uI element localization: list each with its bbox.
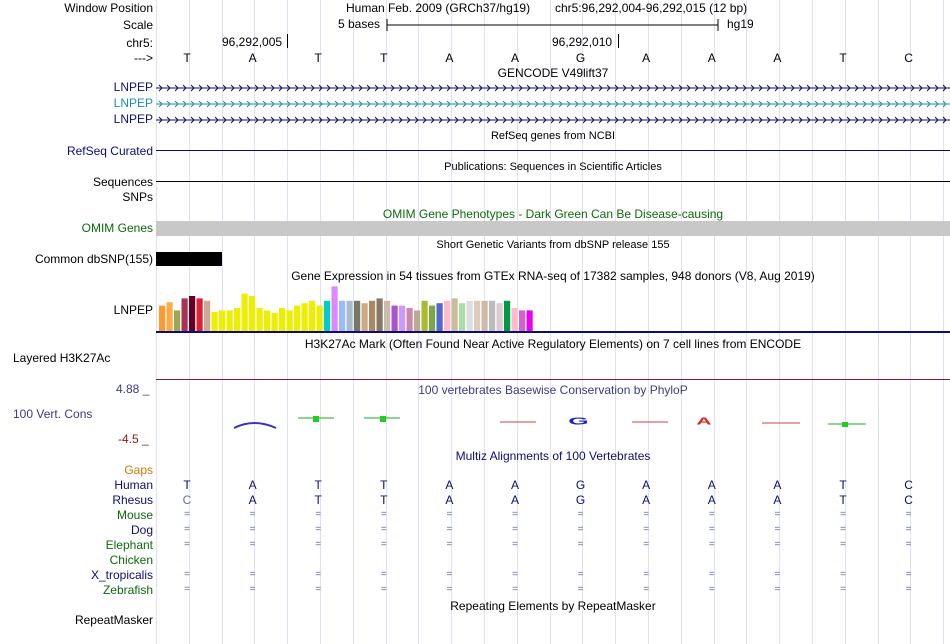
gtex-bar (279, 308, 285, 332)
gtex-bar (414, 310, 420, 332)
alignment-base: = (315, 509, 322, 520)
gtex-bar (489, 301, 495, 332)
alignment-base: = (315, 539, 322, 550)
gtex-bar (219, 310, 225, 332)
gtex-bar (482, 301, 488, 332)
alignment-base: = (184, 509, 190, 520)
alignment-base: = (380, 539, 387, 550)
alignment-base: = (708, 524, 715, 535)
alignment-base: T (314, 478, 322, 492)
alignment-base: A (707, 493, 716, 507)
alignment-base: C (182, 493, 192, 507)
alignment-base: A (642, 493, 651, 507)
alignment-base: = (446, 569, 453, 580)
alignment-base: = (446, 584, 453, 595)
alignment-base: = (774, 539, 781, 550)
alignment-base: = (577, 584, 584, 595)
alignment-base: A (510, 493, 519, 507)
gtex-bar (392, 306, 398, 332)
alignment-base: = (249, 584, 256, 595)
window-position-label: Window Position (64, 1, 153, 15)
alignment-base: = (905, 569, 912, 580)
publications-label[interactable]: Sequences (92, 175, 153, 189)
alignment-base: = (905, 539, 912, 550)
alignment-base: = (446, 524, 453, 535)
alignment-base: A (773, 493, 782, 507)
alignment-base: = (840, 539, 846, 550)
gtex-bar (512, 308, 518, 332)
gtex-title: Gene Expression in 54 tissues from GTEx RNA-seq of 17382 samples, 948 donors (V8, Aug 2019) (291, 269, 815, 283)
alignment-base: A (510, 478, 519, 492)
coord-label-1: 96,292,005 (222, 35, 283, 49)
gtex-bar (249, 296, 255, 332)
alignment-base: A (248, 478, 257, 492)
gtex-bar (182, 298, 188, 332)
alignment-base: = (184, 539, 190, 550)
scale-text: 5 bases (338, 17, 381, 31)
conservation-label[interactable]: 100 Vert. Cons (13, 407, 93, 421)
alignment-base: = (708, 584, 715, 595)
alignment-base: A (707, 478, 716, 492)
alignment-base: = (774, 569, 781, 580)
scale-bar (386, 18, 720, 32)
position-text[interactable]: chr5:96,292,004-96,292,015 (12 bp) (555, 1, 748, 15)
alignment-base: = (577, 509, 584, 520)
alignment-base: = (446, 509, 453, 520)
gtex-bar (234, 308, 240, 332)
gtex-bar (339, 301, 345, 332)
gtex-label[interactable]: LNPEP (113, 303, 153, 317)
alignment-base: = (184, 524, 190, 535)
gtex-bar (174, 310, 180, 332)
publications-title: Publications: Sequences in Scientific Articles (444, 161, 662, 173)
alignment-base: = (708, 539, 715, 550)
strand-label: ---> (134, 51, 153, 65)
assembly-title: Human Feb. 2009 (GRCh37/hg19) (346, 1, 531, 15)
gtex-bar (227, 310, 233, 332)
alignment-base: = (315, 584, 322, 595)
species-label[interactable]: Human (114, 478, 153, 492)
base-letter: T (314, 51, 322, 65)
species-label[interactable]: Elephant (105, 538, 153, 552)
refseq-gene-line[interactable] (156, 150, 950, 151)
alignment-base: = (315, 524, 322, 535)
h3k27ac-label[interactable]: Layered H3K27Ac (13, 351, 111, 365)
base-letter: A (707, 51, 716, 65)
alignment-base: = (774, 584, 781, 595)
gtex-bar (167, 302, 173, 332)
gtex-bar (369, 301, 375, 332)
alignment-base: = (840, 569, 846, 580)
alignment-base: = (840, 524, 846, 535)
cons-logo-a-2: A (696, 415, 712, 428)
scale-db: hg19 (727, 17, 754, 31)
alignment-base: = (249, 509, 256, 520)
alignment-base: = (643, 569, 650, 580)
conservation-title: 100 vertebrates Basewise Conservation by PhyloP (418, 383, 688, 397)
alignment-base: = (512, 509, 518, 520)
gtex-bar (317, 306, 323, 332)
base-letter: A (773, 51, 782, 65)
gtex-bar (294, 306, 300, 332)
base-letter: A (510, 51, 519, 65)
alignment-base: T (380, 478, 388, 492)
gtex-bar (384, 301, 390, 332)
species-label[interactable]: Mouse (116, 508, 153, 522)
species-label[interactable]: Zebrafish (102, 583, 153, 597)
base-letter: G (575, 51, 586, 65)
alignment-base: = (380, 584, 387, 595)
alignment-base: = (249, 539, 256, 550)
alignment-base: A (445, 493, 454, 507)
alignment-base: C (904, 478, 913, 492)
coord-tick-2 (618, 34, 619, 48)
alignment-base: = (774, 509, 781, 520)
alignment-base: = (643, 509, 650, 520)
base-letter: T (380, 51, 388, 65)
alignment-base: = (512, 539, 518, 550)
gtex-bar (429, 306, 435, 332)
gtex-bar (362, 303, 368, 332)
alignment-base: = (905, 509, 912, 520)
base-letter: A (642, 51, 651, 65)
alignment-base: T (839, 478, 847, 492)
alignment-base: = (512, 524, 518, 535)
h3k27ac-baseline (156, 379, 950, 380)
gtex-bar (407, 308, 413, 332)
alignment-base: G (575, 493, 586, 507)
omim-bar[interactable] (156, 221, 950, 236)
alignment-base: = (708, 509, 715, 520)
dbsnp-title: Short Genetic Variants from dbSNP release 155 (436, 239, 670, 251)
cons-logo-g: G (568, 415, 589, 427)
gtex-bar (264, 310, 270, 332)
gtex-bar (212, 312, 218, 332)
gtex-bar (519, 310, 525, 332)
gtex-bar (272, 313, 278, 332)
alignment-base: A (248, 493, 257, 507)
gtex-bar (474, 301, 480, 332)
gtex-bar (459, 303, 465, 332)
alignment-base: = (512, 584, 518, 595)
alignment-base: T (380, 493, 388, 507)
species-label[interactable]: Chicken (109, 553, 153, 567)
gtex-bar (422, 301, 428, 332)
alignment-base: = (380, 524, 387, 535)
gtex-bar (302, 303, 308, 332)
gtex-bar (354, 301, 360, 332)
alignment-base: T (839, 493, 847, 507)
repeatmasker-title: Repeating Elements by RepeatMasker (450, 599, 656, 613)
gencode-label-2[interactable]: LNPEP (113, 96, 153, 110)
alignment-base: = (577, 569, 584, 580)
repeatmasker-label[interactable]: RepeatMasker (74, 613, 153, 627)
alignment-base: = (643, 524, 650, 535)
conservation-max: 4.88 _ (116, 382, 150, 396)
gtex-bar (324, 301, 330, 332)
gtex-bar (189, 296, 195, 332)
gencode-label-1[interactable]: LNPEP (113, 80, 153, 94)
scale-label: Scale (122, 18, 153, 32)
conservation-logo[interactable] (156, 398, 950, 438)
alignment-base: = (840, 509, 846, 520)
gaps-label[interactable]: Gaps (124, 463, 153, 477)
alignment-base: = (643, 539, 650, 550)
conservation-min: -4.5 _ (118, 432, 149, 446)
base-letter: T (839, 51, 847, 65)
gtex-bar (467, 301, 473, 332)
coord-label-2: 96,292,010 (552, 35, 613, 49)
gtex-bar (452, 298, 458, 332)
gtex-baseline (156, 331, 950, 333)
alignment-base: = (380, 569, 387, 580)
alignment-base: T (314, 493, 322, 507)
alignment-base: = (905, 584, 912, 595)
alignment-base: T (183, 478, 191, 492)
snps-label[interactable]: SNPs (122, 190, 153, 204)
species-label[interactable]: Rhesus (112, 493, 153, 507)
species-label[interactable]: Dog (130, 523, 153, 537)
dbsnp-variant[interactable] (156, 252, 222, 266)
cons-mark-2 (313, 416, 319, 422)
alignment-base: C (904, 493, 913, 507)
alignment-base: = (315, 569, 322, 580)
alignment-base: = (577, 524, 584, 535)
multiz-title: Multiz Alignments of 100 Vertebrates (455, 449, 651, 463)
species-label[interactable]: X_tropicalis (90, 568, 153, 582)
cons-mark-11 (842, 422, 848, 427)
gtex-bar (504, 301, 510, 332)
coord-tick-1 (287, 34, 288, 48)
alignment-base: = (577, 539, 584, 550)
gtex-bar-chart[interactable] (159, 284, 539, 332)
alignment-base: = (380, 509, 387, 520)
alignment-base: = (184, 569, 190, 580)
chrom-label: chr5: (126, 36, 153, 50)
alignment-base: = (905, 524, 912, 535)
refseq-title: RefSeq genes from NCBI (490, 130, 616, 142)
omim-label[interactable]: OMIM Genes (81, 221, 153, 235)
alignment-base: = (840, 584, 846, 595)
publications-line[interactable] (156, 181, 950, 182)
gtex-bar (159, 306, 165, 332)
base-letter: C (904, 51, 913, 65)
gtex-bar (377, 298, 383, 332)
gtex-bar (257, 308, 263, 332)
alignment-base: = (184, 584, 190, 595)
h3k27ac-title: H3K27Ac Mark (Often Found Near Active Regulatory Elements) on 7 cell lines from ENCODE (304, 337, 802, 351)
omim-title: OMIM Gene Phenotypes - Dark Green Can Be Disease-causing (382, 207, 724, 221)
gtex-bar (332, 286, 338, 332)
gtex-bar (309, 301, 315, 332)
refseq-label[interactable]: RefSeq Curated (66, 144, 153, 158)
alignment-base: = (708, 569, 715, 580)
cons-mark-3 (380, 416, 386, 422)
base-letter: A (248, 51, 257, 65)
base-letter: A (445, 51, 454, 65)
alignment-base: G (575, 478, 586, 492)
alignment-base: = (512, 569, 518, 580)
gtex-bar (437, 303, 443, 332)
gtex-bar (204, 301, 210, 332)
gtex-bar (399, 306, 405, 332)
alignment-base: = (249, 524, 256, 535)
alignment-base: = (643, 584, 650, 595)
alignment-base: A (642, 478, 651, 492)
gtex-bar (197, 298, 203, 332)
alignment-base: = (446, 539, 453, 550)
gtex-bar (347, 301, 353, 332)
gtex-bar (444, 301, 450, 332)
gencode-label-3[interactable]: LNPEP (113, 112, 153, 126)
alignment-base: A (445, 478, 454, 492)
gtex-bar (527, 310, 533, 332)
gtex-bar (242, 294, 248, 332)
alignment-base: = (774, 524, 781, 535)
gtex-bar (497, 303, 503, 332)
base-letter: T (183, 51, 191, 65)
alignment-base: = (249, 569, 256, 580)
dbsnp-label[interactable]: Common dbSNP(155) (34, 252, 153, 266)
cons-logo-a-1 (234, 423, 276, 428)
alignment-base: A (773, 478, 782, 492)
gencode-transcripts[interactable] (156, 80, 950, 126)
gtex-bar (287, 310, 293, 332)
gencode-title: GENCODE V49lift37 (497, 66, 609, 80)
